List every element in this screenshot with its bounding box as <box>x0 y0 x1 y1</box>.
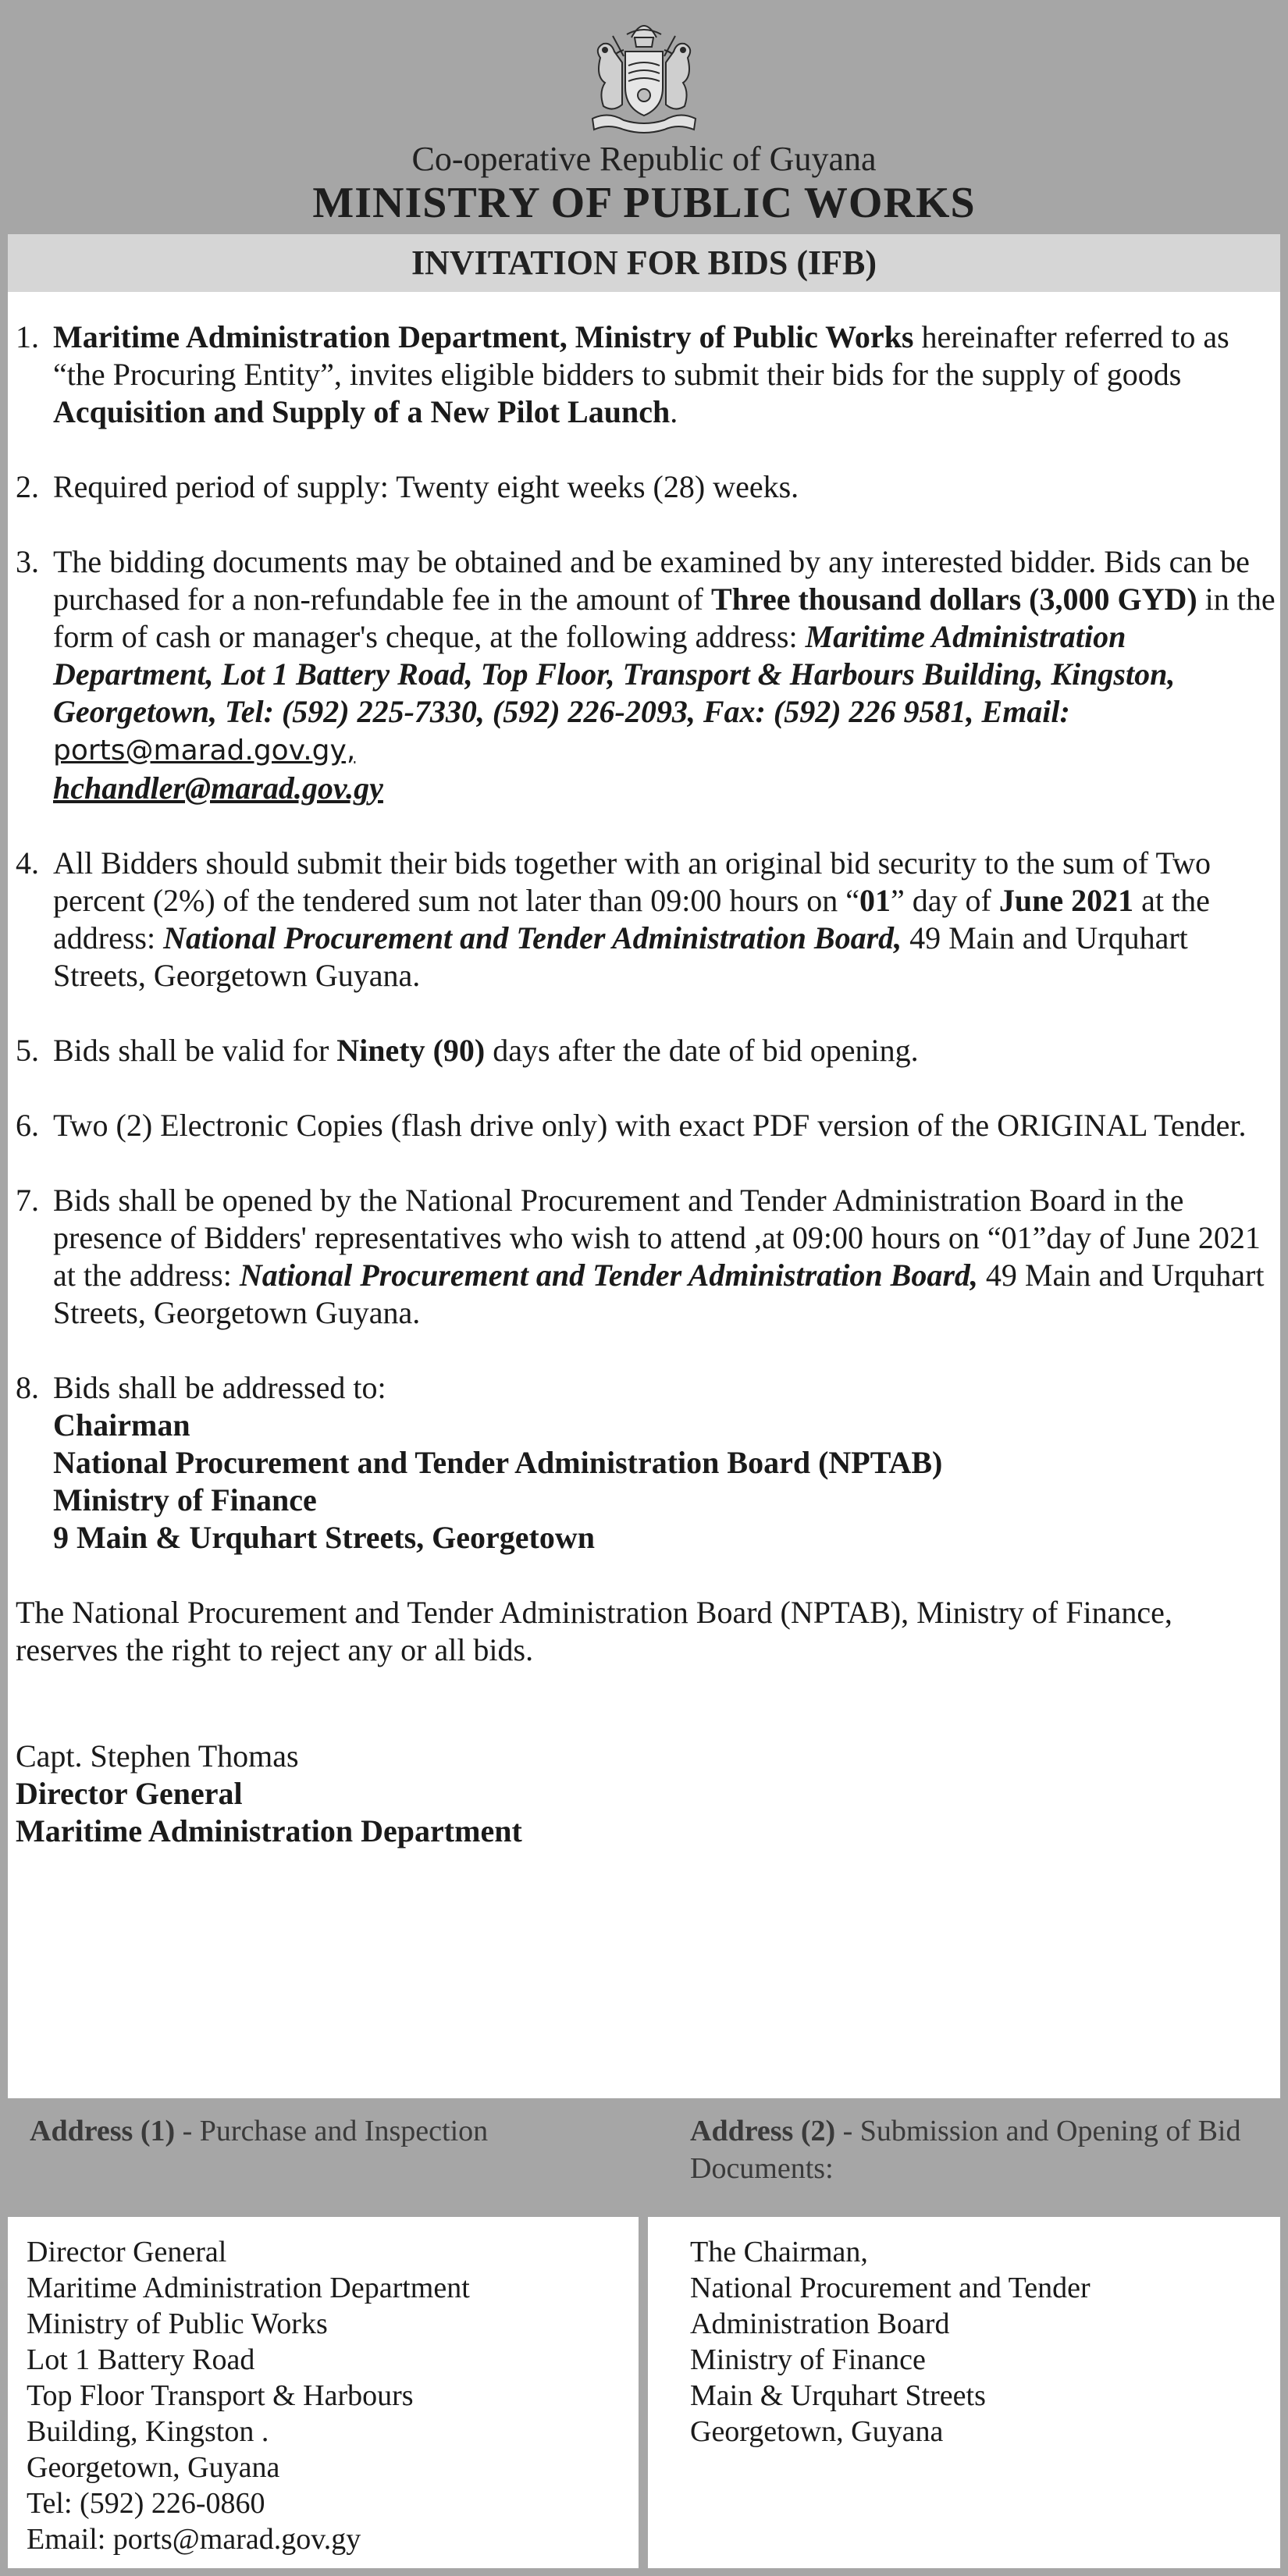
notice-items <box>8 318 1280 1850</box>
item-7 <box>8 1182 1280 1332</box>
item-text: hereinafter referred to as “the Procuring Entity”, invites eligible bidders to submit their bids for the supply of goods <box>53 319 1229 392</box>
address-line: Georgetown, Guyana <box>690 2415 944 2448</box>
signatory-title: Director General <box>16 1776 243 1811</box>
address-line: Lot 1 Battery Road <box>27 2343 255 2376</box>
addressee-line: 9 Main & Urquhart Streets, Georgetown <box>53 1520 595 1555</box>
ifb-title: INVITATION FOR BIDS (IFB) <box>8 234 1280 292</box>
address-line: Maritime Administration Department <box>27 2272 470 2304</box>
item-8 <box>8 1369 1280 1557</box>
purchase-address: Maritime Administration Department, Lot 1 Battery Road, Top Floor, Transport & Harbours Building, Kingston, Georgetown, Tel: (592) 225-7330, (592) 226-2093, Fax: (592) 226 9581, Email: <box>53 619 1176 729</box>
coat-of-arms-icon <box>577 11 711 137</box>
address-2-box <box>648 2217 1280 2568</box>
item-3 <box>8 543 1280 807</box>
ministry-name: MINISTRY OF PUBLIC WORKS <box>312 179 976 227</box>
notice-body <box>8 234 1280 2098</box>
republic-name: Co-operative Republic of Guyana <box>411 140 877 178</box>
address-line: Ministry of Public Works <box>27 2307 328 2340</box>
address-line: Building, Kingston . <box>27 2415 269 2448</box>
address-line: Tel: (592) 226-0860 <box>27 2487 265 2520</box>
procuring-entity: Maritime Administration Department, Ministry of Public Works <box>53 319 914 354</box>
address-line: Top Floor Transport & Harbours <box>27 2379 414 2412</box>
item-number: 4. <box>16 845 39 881</box>
item-text: . <box>670 394 678 429</box>
item-number: 7. <box>16 1183 39 1218</box>
address-line: Director General <box>27 2236 227 2268</box>
bid-fee: Three thousand dollars (3,000 GYD) <box>711 582 1197 617</box>
item-text: Bids shall be valid for <box>53 1033 337 1068</box>
item-2 <box>8 468 1280 506</box>
board-name: National Procurement and Tender Administration Board, <box>239 1258 978 1293</box>
item-text: at the address: <box>53 883 1210 955</box>
address-line: National Procurement and Tender <box>690 2272 1091 2304</box>
signatory-department: Maritime Administration Department <box>16 1813 522 1848</box>
item-4 <box>8 845 1280 994</box>
address-1-lines <box>27 2234 470 2557</box>
address-2-lines <box>690 2234 1091 2450</box>
item-number: 5. <box>16 1033 39 1068</box>
item-text: Required period of supply: Twenty eight weeks (28) weeks. <box>53 469 799 504</box>
signatory-name: Capt. Stephen Thomas <box>16 1738 299 1774</box>
item-number: 1. <box>16 319 39 354</box>
address-1-label: Address (1) <box>30 2115 176 2147</box>
signature-block <box>16 1738 1280 1850</box>
address-2-heading <box>690 2112 1288 2187</box>
address-2-desc: - Submission and Opening of Bid Documents: <box>690 2115 1241 2185</box>
item-number: 6. <box>16 1108 39 1143</box>
address-1-desc: - Purchase and Inspection <box>175 2115 489 2147</box>
item-text: Bids shall be addressed to: <box>53 1370 386 1405</box>
address-line: The Chairman, <box>690 2236 868 2268</box>
item-6 <box>8 1107 1280 1144</box>
address-line: Main & Urquhart Streets <box>690 2379 986 2412</box>
item-number: 3. <box>16 544 39 579</box>
item-text: 49 Main and Urquhart Streets, Georgetown Guyana. <box>53 920 1188 993</box>
item-5 <box>8 1032 1280 1069</box>
address-line: Georgetown, Guyana <box>27 2451 280 2484</box>
email-link-hchandler[interactable]: hchandler@marad.gov.gy <box>53 770 383 806</box>
address-email[interactable]: Email: ports@marad.gov.gy <box>27 2523 361 2556</box>
address-1-heading <box>30 2112 488 2150</box>
item-text: Two (2) Electronic Copies (flash drive only) with exact PDF version of the ORIGINAL Tender. <box>53 1108 1247 1143</box>
email-link-ports[interactable]: ports@marad.gov.gy, <box>53 735 356 767</box>
item-text: in the form of cash or manager's cheque, at the following address: <box>53 582 1276 654</box>
header <box>0 0 1288 234</box>
address-2-label: Address (2) <box>690 2115 836 2147</box>
item-text: Bids shall be opened by the National Procurement and Tender Administration Board in the presence of Bidders' representatives who wish to attend ,at 09:00 hours on “01”day of June 2021 at the address: <box>53 1183 1261 1293</box>
item-text: All Bidders should submit their bids together with an original bid security to the sum of Two percent (2%) of the tendered sum not later than 09:00 hours on “ <box>53 845 1211 918</box>
addressee-line: National Procurement and Tender Administration Board (NPTAB) <box>53 1445 943 1480</box>
goods-name: Acquisition and Supply of a New Pilot Launch <box>53 394 671 429</box>
board-name: National Procurement and Tender Administration Board, <box>163 920 902 955</box>
addressee-line: Ministry of Finance <box>53 1482 317 1517</box>
item-text: days after the date of bid opening. <box>485 1033 919 1068</box>
address-line: Administration Board <box>690 2307 950 2340</box>
item-number: 8. <box>16 1370 39 1405</box>
addressee-line: Chairman <box>53 1407 190 1443</box>
deadline-month: June 2021 <box>998 883 1134 918</box>
validity-days: Ninety (90) <box>336 1033 486 1068</box>
closing-statement: The National Procurement and Tender Administration Board (NPTAB), Ministry of Finance, reserves the right to reject any or all bids. <box>16 1595 1172 1667</box>
deadline-day: 01 <box>859 883 891 918</box>
address-1-box <box>8 2217 639 2568</box>
item-number: 2. <box>16 469 39 504</box>
item-text: ” day of <box>891 883 999 918</box>
address-line: Ministry of Finance <box>690 2343 926 2376</box>
item-text: 49 Main and Urquhart Streets, Georgetown Guyana. <box>53 1258 1265 1330</box>
item-1 <box>8 318 1280 431</box>
item-text: The bidding documents may be obtained and be examined by any interested bidder. Bids can be purchased for a non-refundable fee in the amount of <box>53 544 1250 617</box>
